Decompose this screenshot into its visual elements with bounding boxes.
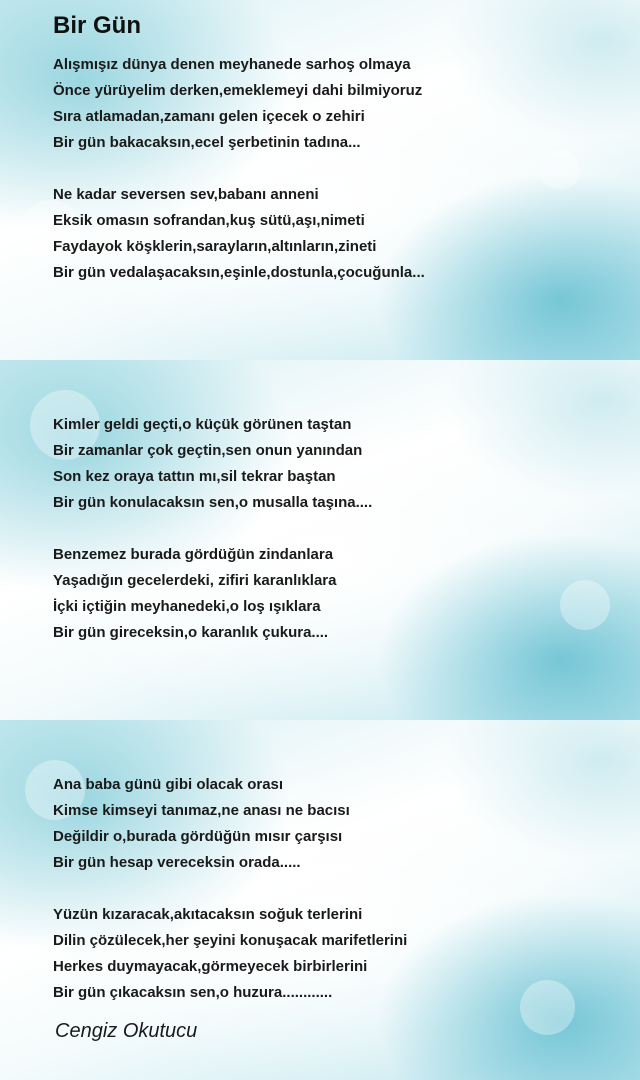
poem-line: Yüzün kızaracak,akıtacaksın soğuk terlerini	[53, 906, 363, 923]
poem-line: Herkes duymayacak,görmeyecek birbirlerini	[53, 958, 368, 975]
stanza-3	[53, 412, 372, 516]
poem-line: Bir gün bakacaksın,ecel şerbetinin tadına...	[53, 134, 361, 151]
poem-line: Bir gün çıkacaksın sen,o huzura............	[53, 984, 333, 1001]
bokeh-spot	[520, 980, 575, 1035]
poem-line: Ana baba günü gibi olacak orası	[53, 776, 284, 793]
poem-panel-2	[0, 360, 640, 720]
poem-line: Sıra atlamadan,zamanı gelen içecek o zehiri	[53, 108, 365, 125]
bokeh-spot	[540, 150, 580, 190]
poem-line: Faydayok köşklerin,sarayların,altınların,zineti	[53, 238, 377, 255]
poem-line: Bir gün gireceksin,o karanlık çukura....	[53, 624, 329, 641]
poem-panel-1	[0, 0, 640, 360]
poem-line: Benzemez burada gördüğün zindanlara	[53, 546, 334, 563]
stanza-2	[53, 182, 425, 286]
stanza-6	[53, 902, 407, 1006]
poem-line: Kimler geldi geçti,o küçük görünen taştan	[53, 416, 352, 433]
poem-line: Önce yürüyelim derken,emeklemeyi dahi bilmiyoruz	[53, 82, 423, 99]
poem-line: Ne kadar seversen sev,babanı anneni	[53, 186, 319, 203]
poem-line: Bir gün vedalaşacaksın,eşinle,dostunla,çocuğunla...	[53, 264, 425, 281]
poem-line: Kimse kimseyi tanımaz,ne anası ne bacısı	[53, 802, 350, 819]
poem-line: Eksik omasın sofrandan,kuş sütü,aşı,nimeti	[53, 212, 365, 229]
poem-line: Bir gün konulacaksın sen,o musalla taşına....	[53, 494, 373, 511]
stanza-1	[53, 52, 422, 156]
poem-line: Yaşadığın gecelerdeki, zifiri karanlıklara	[53, 572, 337, 589]
poem-line: Bir zamanlar çok geçtin,sen onun yanından	[53, 442, 363, 459]
stanza-5	[53, 772, 350, 876]
bokeh-spot	[560, 580, 610, 630]
stanza-4	[53, 542, 336, 646]
poem-author: Cengiz Okutucu	[55, 1020, 198, 1042]
poem-line: İçki içtiğin meyhanedeki,o loş ışıklara	[53, 598, 321, 615]
poem-line: Dilin çözülecek,her şeyini konuşacak marifetlerini	[53, 932, 408, 949]
poem-line: Bir gün hesap vereceksin orada.....	[53, 854, 301, 871]
poem-panel-3	[0, 720, 640, 1080]
poem-line: Değildir o,burada gördüğün mısır çarşısı	[53, 828, 343, 845]
poem-line: Son kez oraya tattın mı,sil tekrar baştan	[53, 468, 336, 485]
poem-line: Alışmışız dünya denen meyhanede sarhoş olmaya	[53, 56, 411, 73]
poem-title: Bir Gün	[53, 12, 141, 39]
